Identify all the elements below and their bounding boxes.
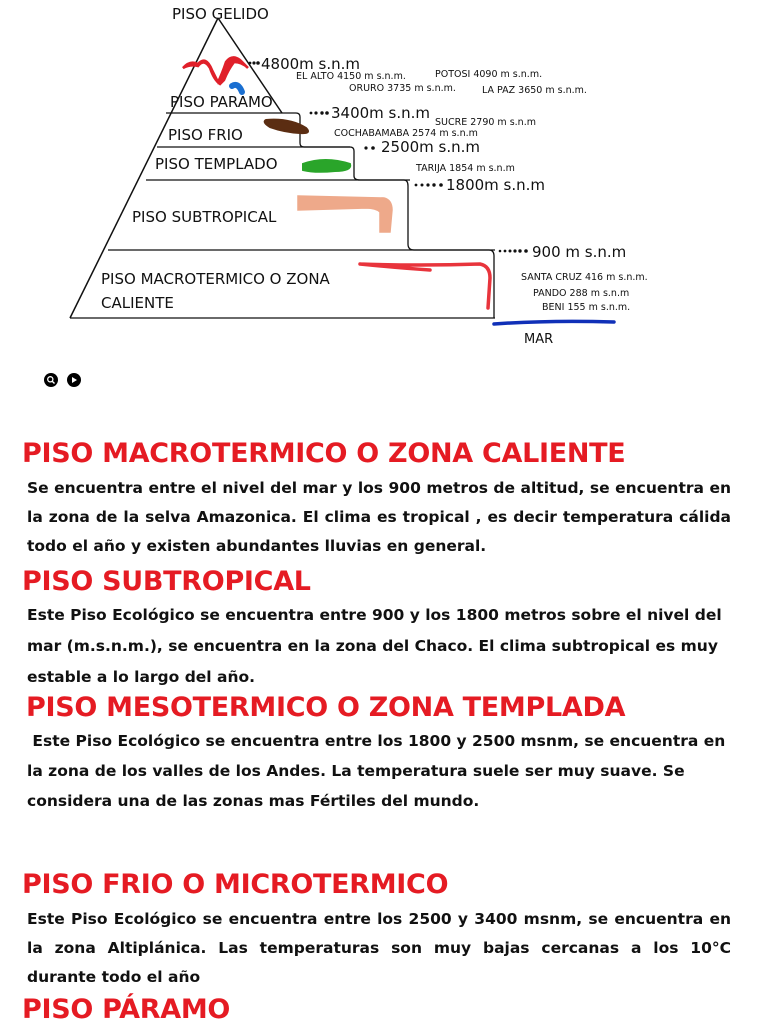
sea-marker xyxy=(494,321,614,324)
altitude-3400: 3400m s.n.m xyxy=(331,104,431,122)
sea-label: MAR xyxy=(524,332,554,347)
city-tarija: TARIJA 1854 m s.n.m xyxy=(416,163,515,174)
ecological-floors-diagram xyxy=(0,0,768,360)
city-potosi: POTOSI 4090 m s.n.m. xyxy=(435,69,543,80)
altitude-2500: 2500m s.n.m xyxy=(381,138,481,156)
section-frio xyxy=(0,869,768,992)
section-title: PISO PÁRAMO xyxy=(22,994,231,1025)
section-macrotermico xyxy=(0,438,768,561)
city-pando: PANDO 288 m s.n.m xyxy=(533,288,630,299)
floor-label-subtropical: PISO SUBTROPICAL xyxy=(132,208,277,226)
section-body: Este Piso Ecológico se encuentra entre 900 y los 1800 metros sobre el nivel del mar (m.s.n.m.), se encuentra en la zona del Chaco. El clima subtropical es muy estable a lo largo del año. xyxy=(27,606,722,686)
paramo-marker xyxy=(232,85,242,92)
floor-label-gelido: PISO GELIDO xyxy=(172,5,269,23)
viewer-controls xyxy=(44,373,81,387)
city-santa-cruz: SANTA CRUZ 416 m s.n.m. xyxy=(521,272,648,283)
section-body: Este Piso Ecológico se encuentra entre los 2500 y 3400 msnm, se encuentra en la zona Altiplánica. Las temperaturas son muy bajas cercanas a los 10°C durante todo el año xyxy=(27,910,731,986)
subtropical-marker xyxy=(298,196,392,232)
city-cochabamba: COCHABAMABA 2574 m s.n.m xyxy=(334,128,478,139)
section-paramo xyxy=(0,994,768,1026)
city-la-paz: LA PAZ 3650 m s.n.m. xyxy=(482,85,587,96)
section-body: Se encuentra entre el nivel del mar y los 900 metros de altitud, se encuentra en la zona de la selva Amazonica. El clima es tropical , es decir temperatura cálida todo el año y existen abundantes lluvias en general. xyxy=(27,479,731,555)
city-el-alto: EL ALTO 4150 m s.n.m. xyxy=(296,71,406,82)
floor-label-templado: PISO TEMPLADO xyxy=(155,155,278,173)
floor-label-paramo: PISO PARAMO xyxy=(170,93,273,111)
altitude-4800: 4800m s.n.m xyxy=(261,55,361,73)
section-title: PISO MESOTERMICO O ZONA TEMPLADA xyxy=(26,692,626,723)
city-oruro: ORURO 3735 m s.n.m. xyxy=(349,83,456,94)
frio-marker xyxy=(265,120,308,133)
altitude-900: 900 m s.n.m xyxy=(532,243,627,261)
templado-marker xyxy=(303,160,350,172)
city-sucre: SUCRE 2790 m s.n.m xyxy=(435,117,536,128)
section-body: Este Piso Ecológico se encuentra entre los 1800 y 2500 msnm, se encuentra en la zona de los valles de los Andes. La temperatura suele ser muy suave. Se considera una de las zonas mas Fértiles del mundo. xyxy=(27,732,731,810)
section-subtropical xyxy=(0,566,768,693)
floor-label-macro-2: CALIENTE xyxy=(101,294,174,312)
section-mesotermico xyxy=(0,692,768,816)
floor-label-frio: PISO FRIO xyxy=(168,126,243,144)
macro-marker xyxy=(360,264,490,308)
section-title: PISO FRIO O MICROTERMICO xyxy=(22,869,449,900)
section-title: PISO SUBTROPICAL xyxy=(22,566,311,597)
altitude-1800: 1800m s.n.m xyxy=(446,176,546,194)
city-beni: BENI 155 m s.n.m. xyxy=(542,302,631,313)
section-title: PISO MACROTERMICO O ZONA CALIENTE xyxy=(22,438,626,469)
play-icon[interactable] xyxy=(67,373,81,387)
zoom-icon[interactable] xyxy=(44,373,58,387)
floor-label-macro-1: PISO MACROTERMICO O ZONA xyxy=(101,270,330,288)
